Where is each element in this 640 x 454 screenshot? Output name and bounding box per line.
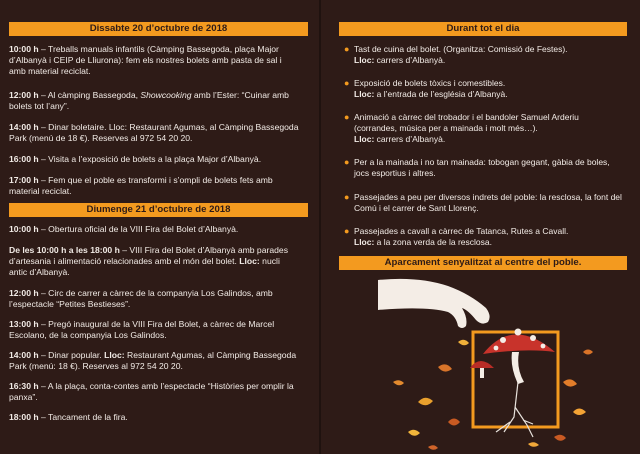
saturday-event bbox=[9, 90, 299, 112]
event-time: 10:00 h bbox=[9, 224, 39, 234]
fold-divider bbox=[319, 0, 321, 454]
bullet-icon: ● bbox=[344, 78, 350, 88]
bullet-icon: ● bbox=[344, 226, 350, 236]
item-place: a la zona verda de la resclosa. bbox=[374, 237, 492, 247]
hand-icon bbox=[378, 279, 490, 328]
list-item bbox=[344, 157, 624, 179]
autumn-leaves-icon bbox=[393, 340, 593, 450]
event-time: 12:00 h bbox=[9, 90, 39, 100]
event-text: – Treballs manuals infantils (Càmping Bassegoda, plaça Major d’Albanyà i CEIP de Lliurona): fem els nostres bolets amb pasta de sal i amb material reciclat. bbox=[9, 44, 282, 76]
list-item bbox=[344, 226, 624, 248]
left-panel bbox=[0, 0, 318, 454]
item-text: Passejades a peu per diversos indrets del poble: la resclosa, la font del Comú i el carrer de Sant Llorenç. bbox=[354, 192, 622, 213]
event-text: – Pregó inaugural de la VIII Fira del Bolet, a càrrec de Marcel Escolano, de la companyia Los Galindos. bbox=[9, 319, 275, 340]
event-time: 14:00 h bbox=[9, 350, 39, 360]
mushroom-hand-illustration bbox=[378, 272, 598, 454]
event-time: 10:00 h bbox=[9, 44, 39, 54]
allday-header: Durant tot el dia bbox=[339, 22, 627, 36]
saturday-event bbox=[9, 44, 299, 77]
list-item bbox=[344, 44, 624, 66]
event-text: nucli antic d’Albanyà. bbox=[9, 256, 280, 277]
item-place: carrers d’Albanyà. bbox=[374, 134, 446, 144]
item-text: Animació a càrrec del trobador i el bandoler Samuel Arderiu (corrandes, música per a mainada i molt més…). bbox=[354, 112, 579, 133]
saturday-event bbox=[9, 175, 299, 197]
event-text: – Al càmping Bassegoda, bbox=[38, 90, 141, 100]
event-text: – Dinar boletaire. Lloc: Restaurant Agumas, al Càmping Bassegoda Park (menú de 18 €). Reserves al 972 54 20 20. bbox=[9, 122, 299, 143]
lloc-label: Lloc: bbox=[354, 89, 375, 99]
roots-icon bbox=[496, 382, 533, 437]
sunday-event bbox=[9, 245, 299, 278]
bullet-icon: ● bbox=[344, 44, 350, 54]
lloc-label: Lloc: bbox=[104, 350, 125, 360]
bullet-icon: ● bbox=[344, 112, 350, 122]
event-text: – Circ de carrer a càrrec de la companyia Los Galindos, amb l’espectacle “Petites Bestieses”. bbox=[9, 288, 273, 309]
saturday-event bbox=[9, 154, 299, 165]
sunday-header: Diumenge 21 d’octubre de 2018 bbox=[9, 203, 308, 217]
item-text: Passejades a cavall a càrrec de Tatanca, Rutes a Cavall. bbox=[354, 226, 569, 236]
event-time: 16:00 h bbox=[9, 154, 39, 164]
event-time: 14:00 h bbox=[9, 122, 39, 132]
event-text: – Tancament de la fira. bbox=[38, 412, 128, 422]
sunday-event bbox=[9, 350, 299, 372]
item-place: carrers d’Albanyà. bbox=[374, 55, 446, 65]
item-text: Exposició de bolets tòxics i comestibles. bbox=[354, 78, 506, 88]
sunday-event bbox=[9, 224, 299, 235]
sunday-event bbox=[9, 412, 299, 423]
list-item bbox=[344, 78, 624, 100]
event-time: 17:00 h bbox=[9, 175, 39, 185]
event-text: Restaurant Agumas, al Càmping Bassegoda Park (menú: 18 €). Reserves al 972 54 20 20. bbox=[9, 350, 297, 371]
event-time: 18:00 h bbox=[9, 412, 39, 422]
event-time: 16:30 h bbox=[9, 381, 39, 391]
item-text: Per a la mainada i no tan mainada: tobogan gegant, gàbia de boles, jocs esportius i altres. bbox=[354, 157, 610, 178]
sunday-event bbox=[9, 288, 299, 310]
parking-banner: Aparcament senyalitzat al centre del poble. bbox=[339, 256, 627, 270]
sunday-event bbox=[9, 381, 299, 403]
mushroom-stem-icon bbox=[512, 352, 524, 384]
item-text: Tast de cuina del bolet. (Organitza: Comissió de Festes). bbox=[354, 44, 568, 54]
lloc-label: Lloc: bbox=[239, 256, 260, 266]
saturday-event bbox=[9, 122, 299, 144]
item-place: a l’entrada de l’església d’Albanyà. bbox=[374, 89, 508, 99]
event-text: – Visita a l’exposició de bolets a la plaça Major d’Albanyà. bbox=[38, 154, 262, 164]
list-item bbox=[344, 192, 624, 214]
event-time: De les 10:00 h a les 18:00 h bbox=[9, 245, 120, 255]
bullet-icon: ● bbox=[344, 192, 350, 202]
event-text: amb l’Ester: “Cuinar amb bolets tot l’any”. bbox=[9, 90, 289, 111]
list-item bbox=[344, 112, 624, 145]
lloc-label: Lloc: bbox=[354, 55, 375, 65]
event-text: – Obertura oficial de la VIII Fira del Bolet d’Albanyà. bbox=[38, 224, 239, 234]
sunday-event bbox=[9, 319, 299, 341]
event-text: – VIII Fira del Bolet d’Albanyà amb parades d’artesania i alimentació relacionades amb el món del bolet. bbox=[9, 245, 288, 266]
saturday-header: Dissabte 20 d’octubre de 2018 bbox=[9, 22, 308, 36]
lloc-label: Lloc: bbox=[354, 134, 375, 144]
event-highlight: Showcooking bbox=[140, 90, 192, 100]
event-time: 12:00 h bbox=[9, 288, 39, 298]
event-text: – Dinar popular. bbox=[38, 350, 105, 360]
event-time: 13:00 h bbox=[9, 319, 39, 329]
event-text: – A la plaça, conta-contes amb l’espectacle “Històries per omplir la panxa”. bbox=[9, 381, 294, 402]
bullet-icon: ● bbox=[344, 157, 350, 167]
lloc-label: Lloc: bbox=[354, 237, 375, 247]
event-text: – Fem que el poble es transformi i s’ompli de bolets fets amb material reciclat. bbox=[9, 175, 273, 196]
